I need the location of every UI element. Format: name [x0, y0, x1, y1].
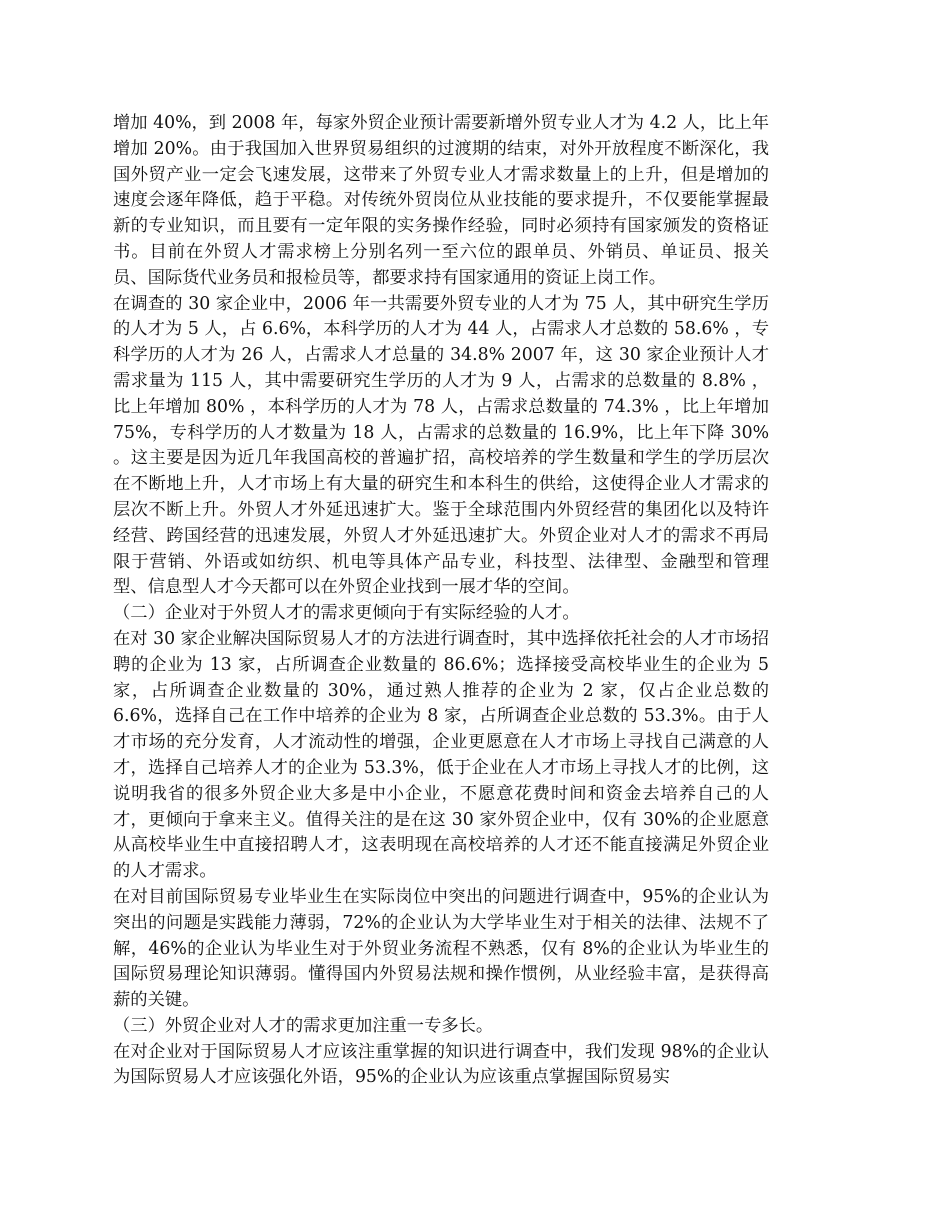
paragraph: 在对 30 家企业解决国际贸易人才的方法进行调查时，其中选择依托社会的人才市场招聘的企业为 13 家，占所调查企业数量的 86.6%；选择接受高校毕业生的企业为 5 家，占所调查企业数量的 30%，通过熟人推荐的企业为 2 家，仅占企业总数的 6.6%，选择自己在工作中培养的企业为 8 家，占所调查企业总数的 53.3%。由于人才市场的充分发育，人才流动性的增强，企业更愿意在人才市场上寻找自己满意的人才，选择自己培养人才的企业为 53.3%，低于企业在人才市场上寻找人才的比例，这说明我省的很多外贸企业大多是中小企业，不愿意花费时间和资金去培养自己的人才，更倾向于拿来主义。值得关注的是在这 30 家外贸企业中，仅有 30%的企业愿意从高校毕业生中直接招聘人才，这表明现在高校培养的人才还不能直接满足外贸企业的人才需求。 [113, 628, 769, 882]
document-body [113, 111, 769, 1091]
section-heading: （三）外贸企业对人才的需求更加注重一专多长。 [113, 1015, 494, 1036]
paragraph: 增加 40%，到 2008 年，每家外贸企业预计需要新增外贸专业人才为 4.2 人，比上年增加 20%。由于我国加入世界贸易组织的过渡期的结束，对外开放程度不断深化，我国外贸产业一定会飞速发展，这带来了外贸专业人才需求数量上的上升，但是增加的速度会逐年降低，趋于平稳。对传统外贸岗位从业技能的要求提升，不仅要能掌握最新的专业知识，而且要有一定年限的实务操作经验，同时必须持有国家颁发的资格证书。目前在外贸人才需求榜上分别名列一至六位的跟单员、外销员、单证员、报关员、国际货代业务员和报检员等，都要求持有国家通用的资证上岗工作。 [113, 113, 769, 288]
paragraph: 在调查的 30 家企业中，2006 年一共需要外贸专业的人才为 75 人，其中研究生学历的人才为 5 人，占 6.6%，本科学历的人才为 44 人，占需求人才总数的 58.6% ，专科学历的人才为 26 人，占需求人才总量的 34.8% 2007 年，这 30 家企业预计人才需求量为 115 人，其中需要研究生学历的人才为 9 人，占需求的总数量的 8.8% ，比上年增加 80% ，本科学历的人才为 78 人，占需求总数量的 74.3% ，比上年增加 75%，专科学历的人才数量为 18 人，占需求的总数量的 16.9%，比上年下降 30% 。这主要是因为近几年我国高校的普遍扩招，高校培养的学生数量和学生的学历层次在不断地上升，人才市场上有大量的研究生和本科生的供给，这使得企业人才需求的层次不断上升。外贸人才外延迅速扩大。鉴于全球范围内外贸经营的集团化以及特许经营、跨国经营的迅速发展，外贸人才外延迅速扩大。外贸企业对人才的需求不再局限于营销、外语或如纺织、机电等具体产品专业，科技型、法律型、金融型和管理型、信息型人才今天都可以在外贸企业找到一展才华的空间。 [113, 293, 769, 598]
section-heading: （二）企业对于外贸人才的需求更倾向于有实际经验的人才。 [113, 603, 580, 624]
paragraph: 在对企业对于国际贸易人才应该注重掌握的知识进行调查中，我们发现 98%的企业认为国际贸易人才应该强化外语，95%的企业认为应该重点掌握国际贸易实 [113, 1041, 769, 1088]
paragraph: 在对目前国际贸易专业毕业生在实际岗位中突出的问题进行调查中，95%的企业认为突出的问题是实践能力薄弱，72%的企业认为大学毕业生对于相关的法律、法规不了解，46%的企业认为毕业生对于外贸业务流程不熟悉，仅有 8%的企业认为毕业生的国际贸易理论知识薄弱。懂得国内外贸易法规和操作惯例，从业经验丰富，是获得高薪的关键。 [113, 886, 769, 1011]
